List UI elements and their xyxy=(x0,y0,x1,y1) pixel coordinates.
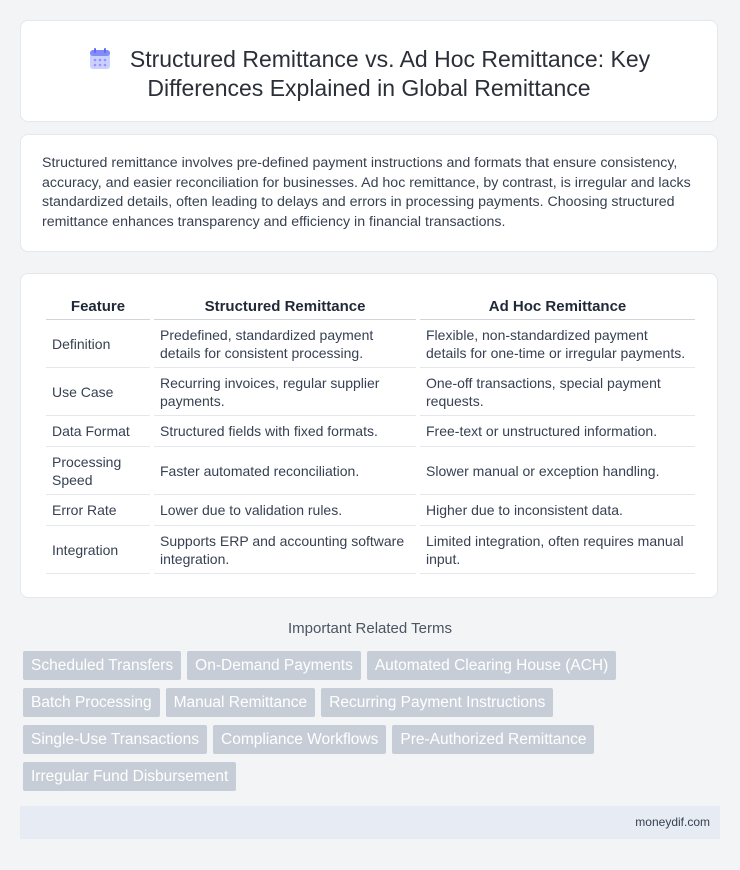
table-row xyxy=(46,368,695,416)
related-term-tag[interactable]: Irregular Fund Disbursement xyxy=(23,762,236,791)
row-structured: Lower due to validation rules. xyxy=(154,495,416,526)
title-text-1: Structured Remittance vs. Ad Hoc Remittance: Key xyxy=(129,46,651,72)
page-title xyxy=(21,45,717,103)
related-terms-list xyxy=(23,651,663,799)
row-feature: Use Case xyxy=(46,368,150,416)
row-structured: Recurring invoices, regular supplier payments. xyxy=(154,368,416,416)
row-adhoc: Flexible, non-standardized payment details for one-time or irregular payments. xyxy=(420,320,695,368)
row-adhoc: Slower manual or exception handling. xyxy=(420,447,695,495)
table-row xyxy=(46,495,695,526)
row-structured: Structured fields with fixed formats. xyxy=(154,416,416,447)
related-term-tag[interactable]: Pre-Authorized Remittance xyxy=(392,725,594,754)
title-line-1 xyxy=(21,45,717,74)
row-feature: Data Format xyxy=(46,416,150,447)
comparison-card xyxy=(20,273,718,598)
footer-site-link[interactable]: moneydif.com xyxy=(635,815,710,829)
related-term-tag[interactable]: Manual Remittance xyxy=(166,688,316,717)
related-terms-title: Important Related Terms xyxy=(288,620,452,637)
row-feature: Error Rate xyxy=(46,495,150,526)
row-feature: Definition xyxy=(46,320,150,368)
row-adhoc: Free-text or unstructured information. xyxy=(420,416,695,447)
comparison-table xyxy=(42,294,699,574)
header-structured: Structured Remittance xyxy=(154,294,416,320)
table-row xyxy=(46,416,695,447)
related-term-tag[interactable]: On-Demand Payments xyxy=(187,651,361,680)
table-row xyxy=(46,526,695,574)
row-feature: Integration xyxy=(46,526,150,574)
title-line-2: Differences Explained in Global Remittance xyxy=(147,75,591,101)
footer xyxy=(20,806,720,839)
table-header-row xyxy=(46,294,695,320)
table-row xyxy=(46,320,695,368)
row-structured: Predefined, standardized payment details for consistent processing. xyxy=(154,320,416,368)
row-adhoc: One-off transactions, special payment requests. xyxy=(420,368,695,416)
related-term-tag[interactable]: Compliance Workflows xyxy=(213,725,386,754)
intro-paragraph: Structured remittance involves pre-defined payment instructions and formats that ensure consistency, accuracy, and easier reconciliation for businesses. Ad hoc remittance, by contrast, is irregular and lacks standardized details, often leading to delays and errors in processing payments. Choosing structured remittance enhances transparency and efficiency in financial transactions. xyxy=(42,155,691,231)
row-structured: Faster automated reconciliation. xyxy=(154,447,416,495)
intro-card xyxy=(20,134,718,252)
header-adhoc: Ad Hoc Remittance xyxy=(420,294,695,320)
row-adhoc: Higher due to inconsistent data. xyxy=(420,495,695,526)
related-term-tag[interactable]: Automated Clearing House (ACH) xyxy=(367,651,616,680)
related-term-tag[interactable]: Batch Processing xyxy=(23,688,160,717)
calendar-icon xyxy=(88,47,112,71)
related-term-tag[interactable]: Single-Use Transactions xyxy=(23,725,207,754)
row-feature: Processing Speed xyxy=(46,447,150,495)
table-row xyxy=(46,447,695,495)
title-card xyxy=(20,20,718,122)
row-structured: Supports ERP and accounting software integration. xyxy=(154,526,416,574)
row-adhoc: Limited integration, often requires manual input. xyxy=(420,526,695,574)
related-term-tag[interactable]: Scheduled Transfers xyxy=(23,651,181,680)
related-term-tag[interactable]: Recurring Payment Instructions xyxy=(321,688,553,717)
header-feature: Feature xyxy=(46,294,150,320)
